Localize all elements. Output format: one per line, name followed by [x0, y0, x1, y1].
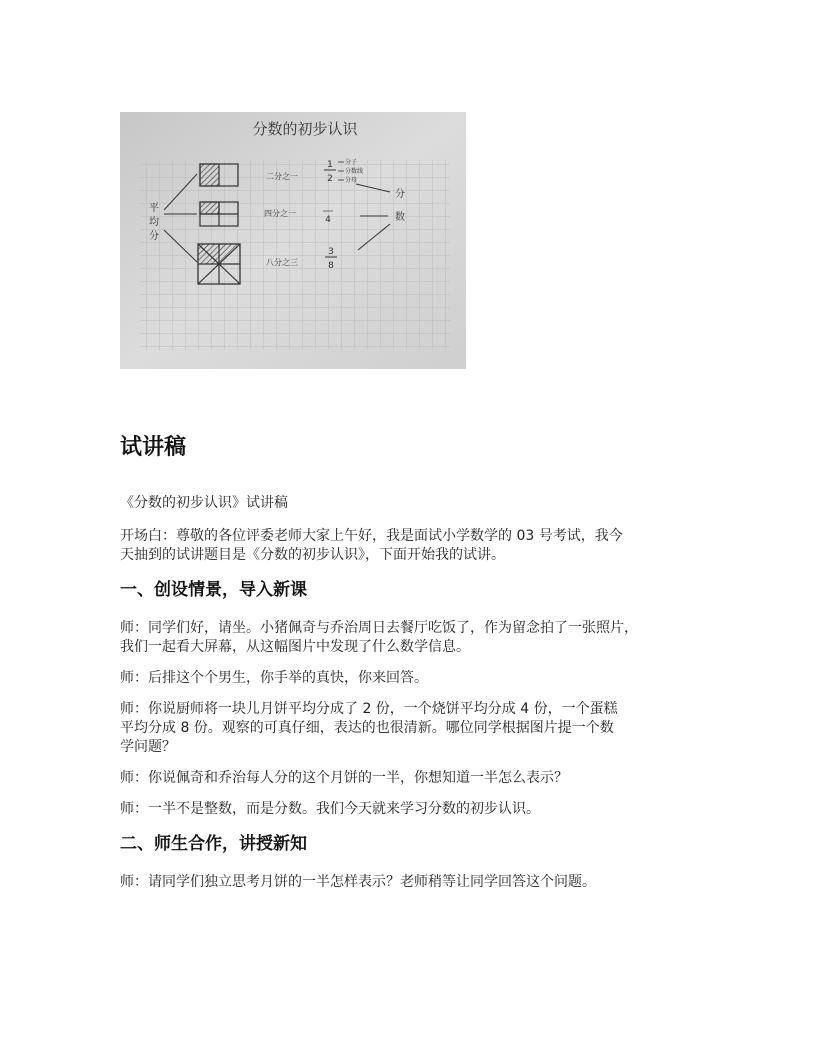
s1p3-line-2: 平均分成 8 份。观察的可真仔细，表达的也很清新。哪位同学根据图片提一个数: [120, 720, 614, 736]
s1p3-line-3: 学问题？: [120, 739, 176, 755]
right-label-2: 数: [395, 212, 405, 223]
section1-paragraph-4: 师：你说佩奇和乔治每人分的这个月饼的一半，你想知道一半怎么表示？: [120, 770, 568, 786]
svg-text:1: 1: [327, 160, 333, 170]
right-label-1: 分: [395, 189, 405, 200]
notebook-photo: [120, 112, 466, 369]
section2-paragraph-1: 师：请同学们独立思考月饼的一半怎样表示？老师稍等让同学回答这个问题。: [120, 874, 596, 890]
svg-text:8: 8: [328, 261, 334, 271]
document-body: [120, 430, 710, 904]
section1-paragraph-1: [120, 619, 710, 657]
left-label-2: 均: [149, 217, 159, 228]
opening-line-2: 天抽到的试讲题目是《分数的初步认识》，下面开始我的试讲。: [120, 547, 505, 563]
three-eighths-diagram: [198, 244, 240, 284]
opening-paragraph: [120, 527, 710, 565]
svg-text:3: 3: [328, 247, 334, 257]
section1-paragraph-5: 师：一半不是整数，而是分数。我们今天就来学习分数的初步认识。: [120, 801, 540, 817]
section1-paragraph-3: [120, 700, 710, 757]
s1p1-line-1: 师：同学们好，请坐。小猪佩奇与乔治周日去餐厅吃饭了，作为留念拍了一张照片，: [120, 620, 638, 636]
annotation-numerator: 分子: [345, 159, 358, 166]
section1-paragraph-2: 师：后排这个个男生，你手举的真快，你来回答。: [120, 670, 428, 686]
row1-name: 二分之一: [266, 172, 298, 181]
svg-text:2: 2: [327, 174, 333, 184]
left-label-1: 平: [149, 203, 159, 214]
annotation-fraction-line: 分数线: [345, 168, 364, 175]
page-title: 试讲稿: [120, 435, 187, 460]
row2-name: 四分之一: [264, 209, 296, 218]
annotation-denominator: 分母: [345, 177, 358, 184]
section-heading-1: 一、创设情景，导入新课: [120, 580, 307, 600]
row3-name: 八分之三: [266, 258, 298, 267]
photo-title: 分数的初步认识: [252, 120, 358, 138]
section-heading-2: 二、师生合作，讲授新知: [120, 834, 307, 854]
left-label-3: 分: [149, 231, 159, 242]
s1p1-line-2: 我们一起看大屏幕，从这幅图片中发现了什么数学信息。: [120, 639, 470, 655]
svg-text:4: 4: [325, 215, 331, 225]
s1p3-line-1: 师：你说厨师将一块儿月饼平均分成了 2 份，一个烧饼平均分成 4 份，一个蛋糕: [120, 701, 618, 717]
document-subtitle: 《分数的初步认识》试讲稿: [120, 495, 288, 511]
opening-line-1: 开场白：尊敬的各位评委老师大家上午好，我是面试小学数学的 03 号考试，我今: [120, 528, 623, 544]
